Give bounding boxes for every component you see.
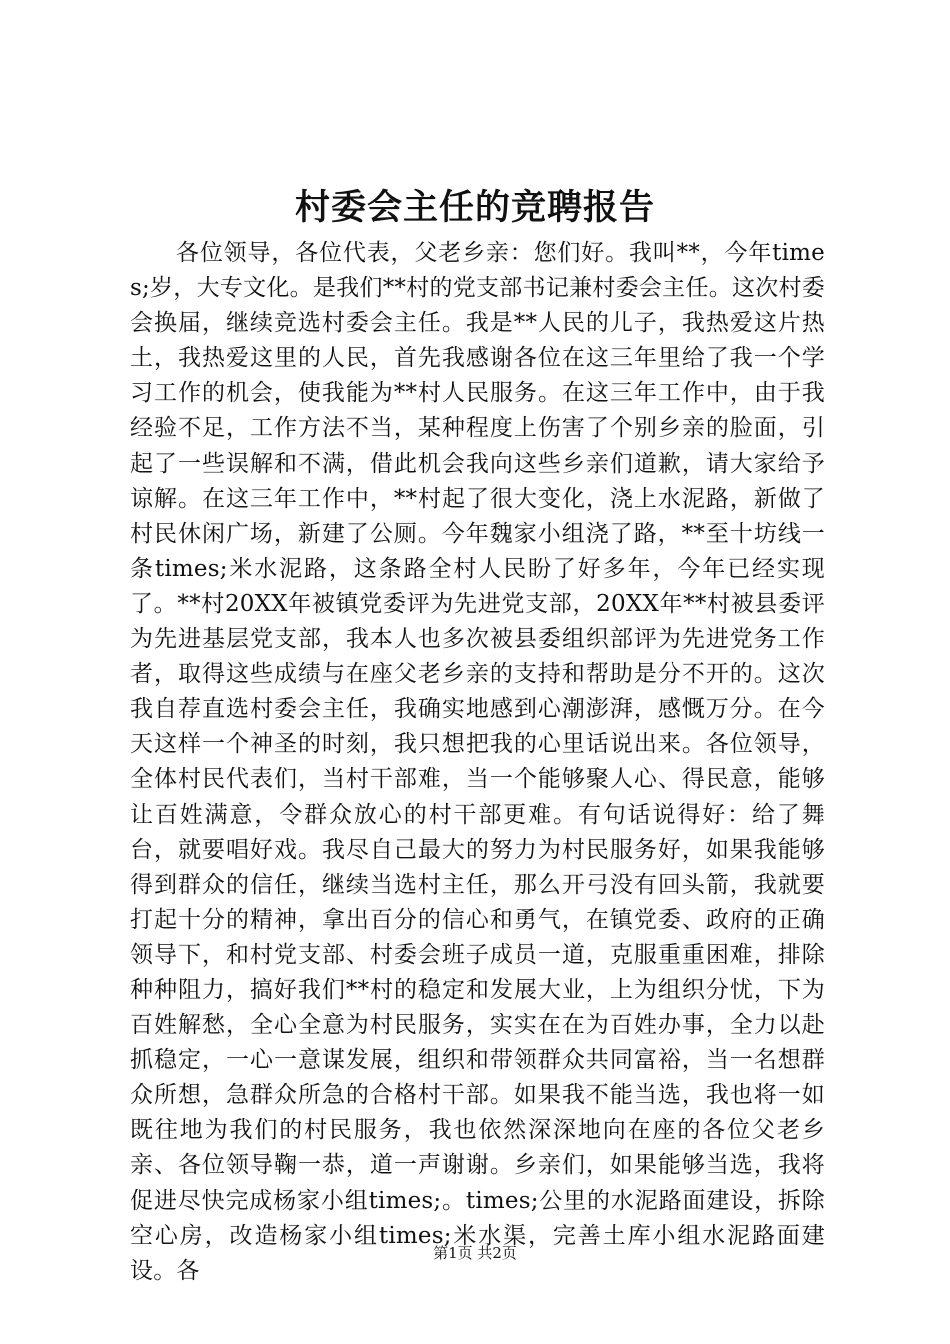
document-title: 村委会主任的竞聘报告	[294, 187, 655, 228]
page-footer: 第1页 共2页	[433, 1244, 517, 1262]
document-body-paragraph: 各位领导，各位代表，父老乡亲：您们好。我叫**，今年times;岁，大专文化。是我们**村的党支部书记兼村委会主任。这次村委会换届，继续竞选村委会主任。我是**人民的儿子，我热爱这片热土，我热爱这里的人民，首先我感谢各位在这三年里给了我一个学习工作的机会，使我能为**村人民服务。在这三年工作中，由于我经验不足，工作方法不当，某种程度上伤害了个别乡亲的脸面，引起了一些误解和不满，借此机会我向这些乡亲们道歉，请大家给予谅解。在这三年工作中，**村起了很大变化，浇上水泥路，新做了村民休闲广场，新建了公厕。今年魏家小组浇了路，**至十坊线一条times;米水泥路，这条路全村人民盼了好多年，今年已经实现了。**村20XX年被镇党委评为先进党支部，20XX年**村被县委评为先进基层党支部，我本人也多次被县委组织部评为先进党务工作者，取得这些成绩与在座父老乡亲的支持和帮助是分不开的。这次我自荐直选村委会主任，我确实地感到心潮澎湃，感慨万分。在今天这样一个神圣的时刻，我只想把我的心里话说出来。各位领导，全体村民代表们，当村干部难，当一个能够聚人心、得民意，能够让百姓满意，令群众放心的村干部更难。有句话说得好：给了舞台，就要唱好戏。我尽自己最大的努力为村民服务好，如果我能够得到群众的信任，继续当选村主任，那么开弓没有回头箭，我就要打起十分的精神，拿出百分的信心和勇气，在镇党委、政府的正确领导下，和村党支部、村委会班子成员一道，克服重重困难，排除种种阻力，搞好我们**村的稳定和发展大业，上为组织分忧，下为百姓解愁，全心全意为村民服务，实实在在为百姓办事，全力以赴抓稳定，一心一意谋发展，组织和带领群众共同富裕，当一名想群众所想，急群众所急的合格村干部。如果我不能当选，我也将一如既往地为我们的村民服务，我也依然深深地向在座的各位父老乡亲、各位领导鞠一恭，道一声谢谢。乡亲们，如果能够当选，我将促进尽快完成杨家小组times;。times;公里的水泥路面建设，拆除空心房，改造杨家小组times;米水渠，完善土库小组水泥路面建设。各	[130, 240, 825, 1284]
